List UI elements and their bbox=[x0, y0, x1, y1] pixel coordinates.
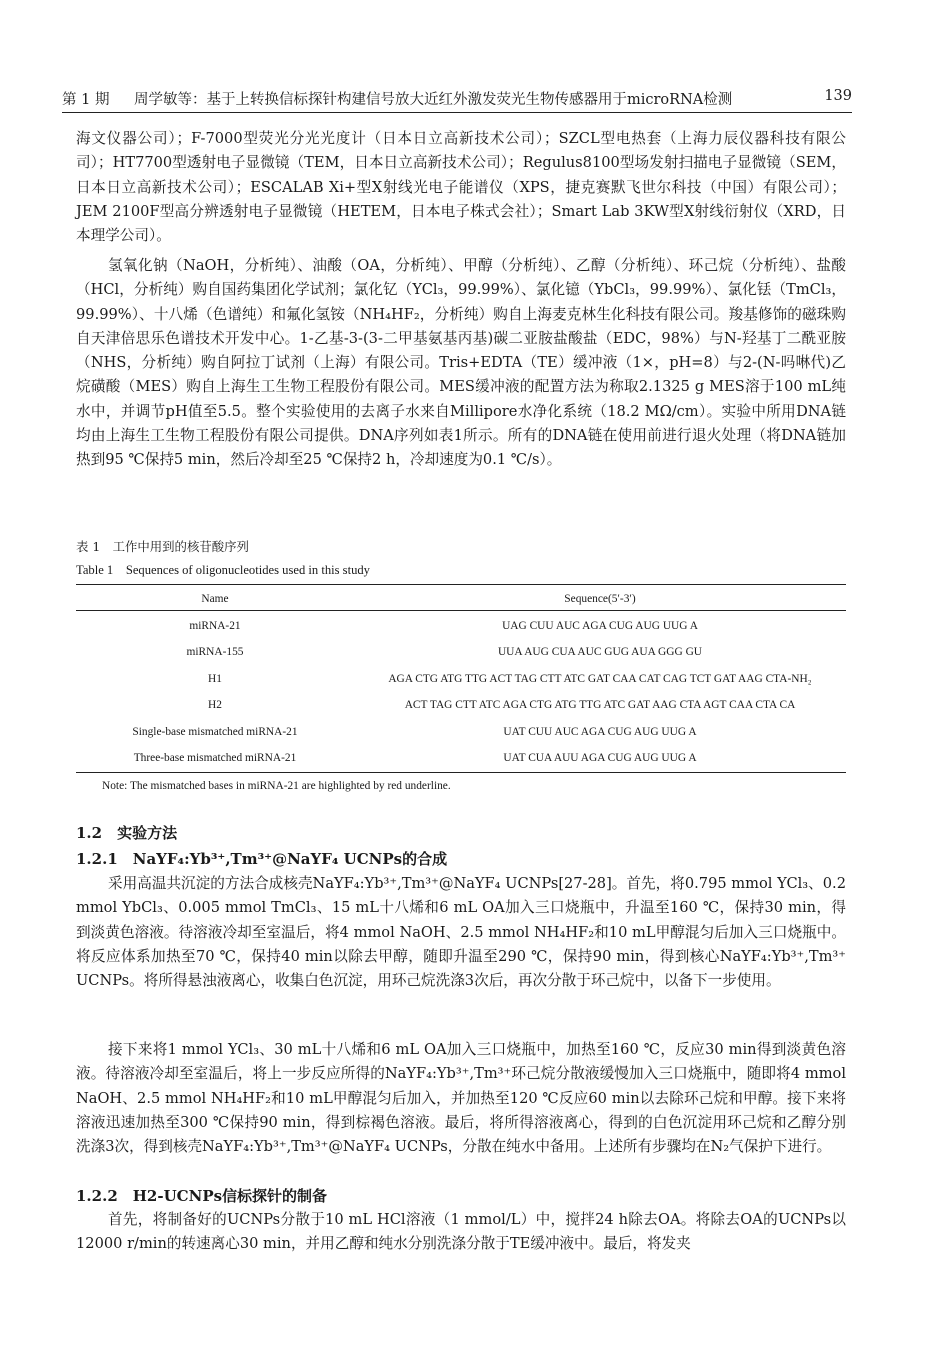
page-number: 139 bbox=[824, 88, 852, 104]
table-note: Note: The mismatched bases in miRNA-21 are highlighted by red underline. bbox=[102, 780, 451, 792]
table-header-row bbox=[76, 586, 846, 612]
section-heading-methods: 1.2 实验方法 bbox=[76, 824, 178, 842]
row-name: Single-base mismatched miRNA-21 bbox=[132, 726, 298, 738]
table-row bbox=[76, 666, 846, 692]
row-sequence: UAT CUU AUC AGA CUG AUG UUG A bbox=[503, 726, 697, 738]
paragraph-reagents: 氢氧化钠（NaOH，分析纯）、油酸（OA，分析纯）、甲醇（分析纯）、乙醇（分析纯）、环己烷（分析纯）、盐酸（HCl，分析纯）购自国药集团化学试剂；氯化钇（YCl₃，99.99%）、氯化镱（YbCl₃，99.99%）、氯化铥（TmCl₃，99.99%）、十八烯（色谱纯）和氟化氢铵（NH₄HF₂，分析纯）购自上海麦克林生化科技有限公司。羧基修饰的磁珠购自天津倍思乐色谱技术开发中心。1-乙基-3-(3-二甲基氨基丙基)碳二亚胺盐酸盐（EDC，98%）与N-羟基丁二酰亚胺（NHS，分析纯）购自阿拉丁试剂（上海）有限公司。Tris+EDTA（TE）缓冲液（1×，pH=8）与2-(N-吗啉代)乙烷磺酸（MES）购自上海生工生物工程股份有限公司。MES缓冲液的配置方法为称取2.1325 g MES溶于100 mL纯水中，并调节pH值至5.5。整个实验使用的去离子水来自Millipore水净化系统（18.2 MΩ/cm）。实验中所用DNA链均由上海生工生物工程股份有限公司提供。DNA序列如表1所示。所有的DNA链在使用前进行退火处理（将DNA链加热到95 ℃保持5 min，然后冷却至25 ℃保持2 h，冷却速度为0.1 ℃/s）。 bbox=[76, 257, 846, 469]
paragraph-probe-prep: 首先，将制备好的UCNPs分散于10 mL HCl溶液（1 mmol/L）中，搅拌24 h除去OA。将除去OA的UCNPs以12000 r/min的转速离心30 min，并用乙醇和纯水分别洗涤分散于TE缓冲液中。最后，将发夹 bbox=[76, 1211, 846, 1253]
table-caption-cn: 表 1 工作中用到的核苷酸序列 bbox=[76, 539, 249, 554]
subsection-heading-probe: 1.2.2 H2-UCNPs信标探针的制备 bbox=[76, 1187, 328, 1205]
row-sequence: AGA CTG ATG TTG ACT TAG CTT ATC GAT CAA CAT CAG TCT GAT AAG CTA-NH₂ bbox=[388, 673, 812, 685]
running-header bbox=[62, 88, 852, 110]
row-name: H2 bbox=[208, 699, 222, 711]
table-row bbox=[76, 745, 846, 771]
paragraph-synthesis-core: 采用高温共沉淀的方法合成核壳NaYF₄:Yb³⁺,Tm³⁺@NaYF₄ UCNPs[27-28]。首先，将0.795 mmol YCl₃、0.2 mmol YbCl₃、0.005 mmol TmCl₃、15 mL十八烯和6 mL OA加入三口烧瓶中，升温至160 ℃，保持30 min，得到淡黄色溶液。待溶液冷却至室温后，将4 mmol NaOH、2.5 mmol NH₄HF₂和10 mL甲醇混匀后加入三口烧瓶中。将反应体系加热至70 ℃，保持40 min以除去甲醇，随即升温至290 ℃，保持90 min，得到核心NaYF₄:Yb³⁺,Tm³⁺ UCNPs。将所得悬浊液离心，收集白色沉淀，用环己烷洗涤3次后，再次分散于环己烷中，以备下一步使用。 bbox=[76, 875, 846, 990]
issue-number: 第 1 期 bbox=[62, 92, 110, 108]
subsection-heading-synthesis: 1.2.1 NaYF₄:Yb³⁺,Tm³⁺@NaYF₄ UCNPs的合成 bbox=[76, 850, 448, 868]
table-col-name: Name bbox=[201, 593, 229, 605]
row-name: Three-base mismatched miRNA-21 bbox=[133, 752, 297, 764]
table-bottom-rule bbox=[76, 772, 846, 773]
row-name: H1 bbox=[208, 673, 222, 685]
row-sequence: UUA AUG CUA AUC GUG AUA GGG GU bbox=[497, 646, 703, 658]
table-row bbox=[76, 719, 846, 745]
table-row bbox=[76, 639, 846, 665]
paragraph-instruments: 海文仪器公司）；F-7000型荧光分光光度计（日本日立高新技术公司）；SZCL型电热套（上海力辰仪器科技有限公司）；HT7700型透射电子显微镜（TEM，日本日立高新技术公司）；Regulus8100型场发射扫描电子显微镜（SEM，日本日立高新技术公司）；ESCALAB Xi+型X射线光电子能谱仪（XPS，捷克赛默飞世尔科技（中国）有限公司）；JEM 2100F型高分辨透射电子显微镜（HETEM，日本电子株式会社）；Smart Lab 3KW型X射线衍射仪（XRD，日本理学公司）。 bbox=[76, 130, 846, 245]
row-sequence: UAT CUA AUU AGA CUG AUG UUG A bbox=[503, 752, 697, 764]
running-title: 周学敏等：基于上转换信标探针构建信号放大近红外激发荧光生物传感器用于microRNA检测 bbox=[134, 92, 733, 108]
table-row bbox=[76, 613, 846, 639]
paragraph-synthesis-shell: 接下来将1 mmol YCl₃、30 mL十八烯和6 mL OA加入三口烧瓶中，加热至160 ℃，反应30 min得到淡黄色溶液。待溶液冷却至室温后，将上一步反应所得的NaYF₄:Yb³⁺,Tm³⁺环己烷分散液缓慢加入三口烧瓶中，随即将4 mmol NaOH、2.5 mmol NH₄HF₂和10 mL甲醇混匀后加入，并加热至120 ℃反应60 min以去除环己烷和甲醇。接下来将溶液迅速加热至300 ℃保持90 min，得到棕褐色溶液。最后，将所得溶液离心，得到的白色沉淀用环己烷和乙醇分别洗涤3次，得到核壳NaYF₄:Yb³⁺,Tm³⁺@NaYF₄ UCNPs，分散在纯水中备用。上述所有步骤均在N₂气保护下进行。 bbox=[76, 1041, 846, 1156]
table-top-rule bbox=[76, 584, 846, 585]
table-col-sequence: Sequence(5′-3′) bbox=[564, 593, 636, 605]
table-row bbox=[76, 692, 846, 718]
table-caption-en: Table 1 Sequences of oligonucleotides used in this study bbox=[76, 563, 370, 577]
table-header-rule bbox=[76, 610, 846, 611]
row-name: miRNA-21 bbox=[189, 620, 241, 632]
row-sequence: ACT TAG CTT ATC AGA CTG ATG TTG ATC GAT AAG CTA AGT CAA CTA CA bbox=[404, 699, 796, 711]
row-sequence: UAG CUU AUC AGA CUG AUG UUG A bbox=[502, 620, 698, 632]
row-name: miRNA-155 bbox=[186, 646, 244, 658]
header-rule bbox=[62, 112, 852, 113]
